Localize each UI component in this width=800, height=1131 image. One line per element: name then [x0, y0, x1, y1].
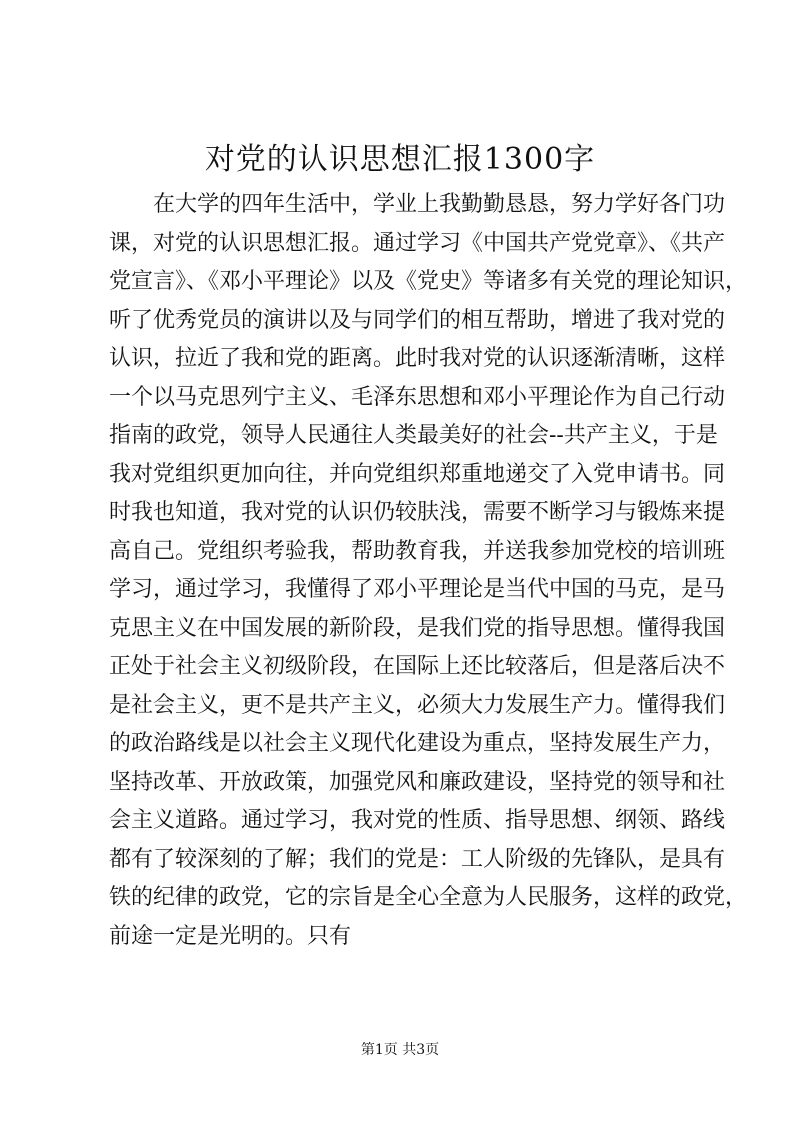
body-line: 指南的政党，领导人民通往人类最美好的社会--共产主义，于是: [109, 423, 718, 448]
body-line: 会主义道路。通过学习，我对党的性质、指导思想、纲领、路线: [109, 808, 726, 833]
body-line: 都有了较深刻的了解；我们的党是：工人阶级的先锋队，是具有: [109, 846, 726, 872]
body-line: 高自己。党组织考验我，帮助教育我，并送我参加党校的培训班: [109, 538, 726, 564]
page-footer: 第1页 共3页: [360, 1042, 440, 1058]
body-line: 坚持改革、开放政策，加强党风和廉政建设，坚持党的领导和社: [109, 769, 726, 795]
body-line: 前途一定是光明的。只有: [109, 923, 352, 949]
body-line: 课，对党的认识思想汇报。通过学习《中国共产党党章》、《共产: [109, 230, 726, 256]
body-line: 听了优秀党员的演讲以及与同学们的相互帮助，增进了我对党的: [109, 307, 726, 333]
body-line: 我对党组织更加向往，并向党组织郑重地递交了入党申请书。同: [109, 461, 726, 487]
body-line: 正处于社会主义初级阶段，在国际上还比较落后，但是落后决不: [109, 654, 726, 679]
body-line: 认识，拉近了我和党的距离。此时我对党的认识逐渐清晰，这样: [109, 346, 726, 371]
body-line: 学习，通过学习，我懂得了邓小平理论是当代中国的马克，是马: [109, 577, 726, 602]
body-line: 的政治路线是以社会主义现代化建设为重点，坚持发展生产力，: [109, 731, 726, 756]
body-line: 时我也知道，我对党的认识仍较肤浅，需要不断学习与锻炼来提: [109, 500, 726, 525]
document-body: [109, 186, 748, 956]
document-title: 对党的认识思想汇报1300字: [204, 142, 596, 177]
body-line: 铁的纪律的政党，它的宗旨是全心全意为人民服务，这样的政党，: [109, 885, 748, 910]
body-line: 党宣言》、《邓小平理论》以及《党史》等诸多有关党的理论知识，: [109, 269, 748, 294]
body-line: 一个以马克思列宁主义、毛泽东思想和邓小平理论作为自己行动: [109, 384, 726, 410]
body-line: 是社会主义，更不是共产主义，必须大力发展生产力。懂得我们: [109, 692, 726, 718]
body-line: 克思主义在中国发展的新阶段，是我们党的指导思想。懂得我国: [109, 615, 726, 641]
body-line: 在大学的四年生活中，学业上我勤勤恳恳，努力学好各门功: [153, 192, 726, 217]
